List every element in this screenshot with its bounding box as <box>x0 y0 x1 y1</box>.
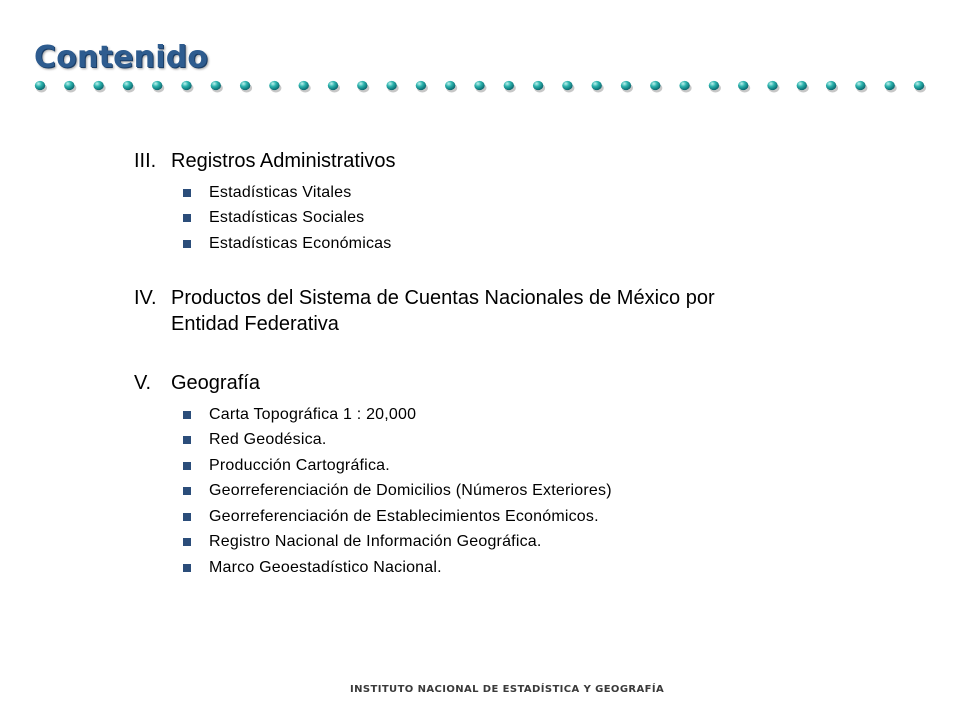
footer-institution: INSTITUTO NACIONAL DE ESTADÍSTICA Y GEOGRAFÍA <box>350 684 665 695</box>
divider-dot <box>826 81 836 90</box>
section-number: III. <box>134 150 157 172</box>
divider-dot <box>152 81 162 90</box>
square-bullet-icon <box>183 436 191 444</box>
divider-dot <box>35 81 45 90</box>
divider-dot <box>328 81 338 90</box>
divider-dot <box>504 81 514 90</box>
divider-dot <box>855 81 865 90</box>
divider-dot <box>474 81 484 90</box>
list-item: Estadísticas Sociales <box>183 206 834 232</box>
square-bullet-icon <box>183 513 191 521</box>
divider-dot <box>269 81 279 90</box>
divider-dot <box>386 81 396 90</box>
dotted-divider <box>32 78 942 94</box>
divider-dot <box>240 81 250 90</box>
divider-dot <box>123 81 133 90</box>
square-bullet-icon <box>183 189 191 197</box>
divider-dot <box>650 81 660 90</box>
list-item: Georreferenciación de Domicilios (Números Exteriores) <box>183 479 834 505</box>
divider-dot <box>299 81 309 90</box>
section-heading: Productos del Sistema de Cuentas Nacionales de México por Entidad Federativa <box>171 287 715 335</box>
section-iii <box>134 148 834 257</box>
list-item: Marco Geoestadístico Nacional. <box>183 555 834 581</box>
divider-dot <box>621 81 631 90</box>
item-list <box>134 180 834 257</box>
divider-dot <box>738 81 748 90</box>
list-item: Red Geodésica. <box>183 428 834 454</box>
divider-dot <box>885 81 895 90</box>
divider-dot <box>445 81 455 90</box>
section-heading: Registros Administrativos <box>171 150 396 172</box>
square-bullet-icon <box>183 564 191 572</box>
divider-dot <box>709 81 719 90</box>
list-item: Producción Cartográfica. <box>183 453 834 479</box>
slide-title: Contenido <box>34 40 209 75</box>
square-bullet-icon <box>183 214 191 222</box>
square-bullet-icon <box>183 240 191 248</box>
divider-dot <box>562 81 572 90</box>
divider-dot <box>914 81 924 90</box>
divider-dot <box>93 81 103 90</box>
divider-dot <box>592 81 602 90</box>
list-item: Estadísticas Vitales <box>183 180 834 206</box>
divider-dot <box>357 81 367 90</box>
list-item: Registro Nacional de Información Geográfica. <box>183 530 834 556</box>
section-number: V. <box>134 372 152 394</box>
divider-dot <box>767 81 777 90</box>
divider-dot <box>416 81 426 90</box>
square-bullet-icon <box>183 538 191 546</box>
list-item: Estadísticas Económicas <box>183 231 834 257</box>
section-number: IV. <box>134 287 157 309</box>
divider-dot <box>64 81 74 90</box>
square-bullet-icon <box>183 411 191 419</box>
divider-dot <box>679 81 689 90</box>
section-iv <box>134 285 834 337</box>
divider-dot <box>797 81 807 90</box>
divider-dot <box>533 81 543 90</box>
section-v <box>134 370 834 581</box>
square-bullet-icon <box>183 487 191 495</box>
list-item: Carta Topográfica 1 : 20,000 <box>183 402 834 428</box>
list-item: Georreferenciación de Establecimientos Económicos. <box>183 504 834 530</box>
square-bullet-icon <box>183 462 191 470</box>
item-list <box>134 402 834 581</box>
section-heading: Geografía <box>171 372 260 394</box>
divider-dot <box>181 81 191 90</box>
divider-dot <box>211 81 221 90</box>
